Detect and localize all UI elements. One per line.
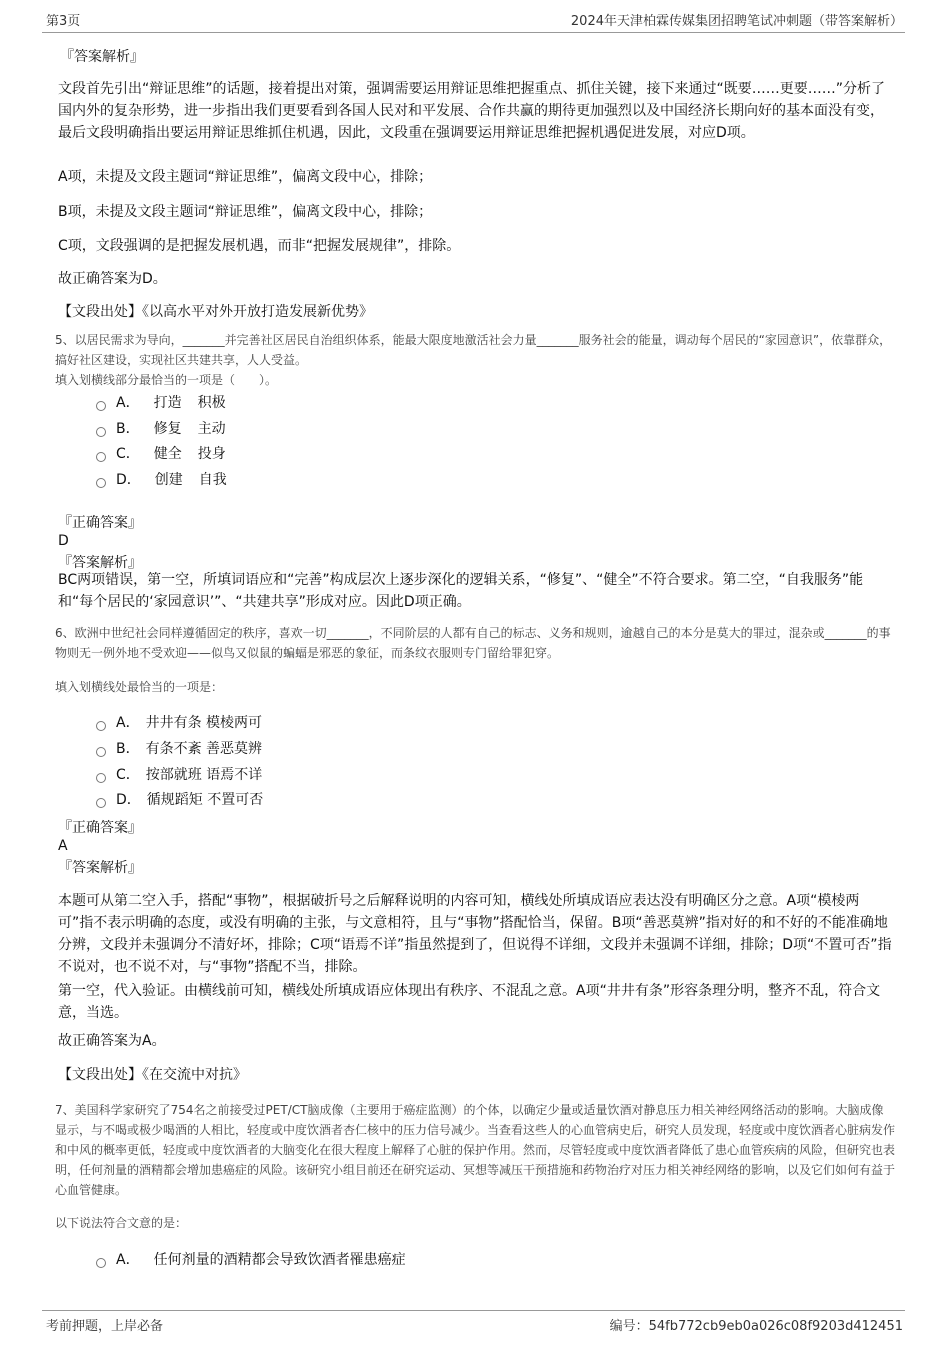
option-d[interactable]: D． 创建 自我 xyxy=(96,469,227,491)
radio-button[interactable] xyxy=(96,721,106,731)
page-number: 第3页 xyxy=(46,14,81,29)
question-stem: 6、欧洲中世纪社会同样遵循固定的秩序，喜欢一切_______，不同阶层的人都有自己的标志、义务和规则，逾越自己的本分是莫大的罪过，混杂或_______的事物则无一例外地不受欢迎——似鸟又似鼠的蝙蝠是邪恶的象征，而条纹衣服则专门留给罪犯穿。 xyxy=(55,626,891,660)
question-stem: 7、美国科学家研究了754名之前接受过PET/CT脑成像（主要用于癌症监测）的个体，以确定少量或适量饮酒对静息压力相关神经网络活动的影响。大脑成像显示，与不喝或极少喝酒的人相比，轻度或中度饮酒者杏仁核中的压力信号减少。当查看这些人的心血管病史后，研究人员发现，轻度或中度饮酒者心脏病发作和中风的概率更低，轻度或中度饮酒者的大脑变化在很大程度上解释了心脏的保护作用。然而，尽管轻度或中度饮酒者降低了患心血管疾病的风险，但研究也表明，任何剂量的酒精都会增加患癌症的风险。该研究小组目前还在研究运动、冥想等减压干预措施和药物治疗对压力相关神经网络的影响，以及它们如何有益于心血管健康。 xyxy=(55,1103,896,1197)
option-b[interactable]: B． 修复 主动 xyxy=(96,418,226,440)
analysis-paragraph: B项，未提及文段主题词“辩证思维”，偏离文段中心，排除； xyxy=(58,204,433,220)
analysis-label: 『答案解析』 xyxy=(58,555,142,571)
source-citation: 【文段出处】《以高水平对外开放打造发展新优势》 xyxy=(58,304,373,320)
correct-answer-label: 『正确答案』 xyxy=(58,820,142,836)
document-id: 编号：54fb772cb9eb0a026c08f9203d412451 xyxy=(609,1319,903,1334)
radio-button[interactable] xyxy=(96,747,106,757)
question-prompt: 填入划横线处最恰当的一项是： xyxy=(55,680,224,694)
option-a[interactable]: A． 井井有条 模棱两可 xyxy=(96,712,262,734)
footer-slogan: 考前押题，上岸必备 xyxy=(46,1319,164,1334)
question-prompt: 以下说法符合文意的是： xyxy=(55,1216,188,1230)
radio-button[interactable] xyxy=(96,478,106,488)
analysis-label: 『答案解析』 xyxy=(60,49,144,65)
correct-answer: D xyxy=(58,533,69,549)
option-a[interactable]: A． 打造 积极 xyxy=(96,392,226,414)
radio-button[interactable] xyxy=(96,401,106,411)
analysis-paragraph: BC两项错误，第一空，所填词语应和“完善”构成层次上逐步深化的逻辑关系，“修复”、“健全”不符合要求。第二空，“自我服务”能和“每个居民的‘家园意识’”、“共建共享”形成对应。因此D项正确。 xyxy=(58,572,864,610)
analysis-paragraph: 本题可从第二空入手，搭配“事物”，根据破折号之后解释说明的内容可知，横线处所填成语应表达没有明确区分之意。A项“模棱两可”指不表示明确的态度，或没有明确的主张，与文意相符，且与“事物”搭配恰当，保留。B项“善恶莫辨”指对好的和不好的不能准确地分辨，文段并未强调分不清好坏，排除；C项“语焉不详”指虽然提到了，但说得不详细，文段并未强调不详细，排除；D项“不置可否”指不说对，也不说不对，与“事物”搭配不当，排除。 xyxy=(58,893,892,975)
correct-answer-label: 『正确答案』 xyxy=(58,515,142,531)
radio-button[interactable] xyxy=(96,798,106,808)
source-citation: 【文段出处】《在交流中对抗》 xyxy=(58,1067,247,1083)
radio-button[interactable] xyxy=(96,452,106,462)
option-c[interactable]: C． 按部就班 语焉不详 xyxy=(96,764,262,786)
question-prompt: 填入划横线部分最恰当的一项是（ ）。 xyxy=(55,373,278,387)
option-d[interactable]: D． 循规蹈矩 不置可否 xyxy=(96,789,263,811)
option-c[interactable]: C． 健全 投身 xyxy=(96,443,226,465)
analysis-paragraph: 文段首先引出“辩证思维”的话题，接着提出对策，强调需要运用辩证思维把握重点、抓住关键，接下来通过“既要……更要……”分析了国内外的复杂形势，进一步指出我们更要看到各国人民对和平发展、合作共赢的期待更加强烈以及中国经济长期向好的基本面没有变，最后文段明确指出要运用辩证思维抓住机遇，因此，文段重在强调要运用辩证思维把握机遇促进发展，对应D项。 xyxy=(58,81,886,141)
option-a[interactable]: A． 任何剂量的酒精都会导致饮酒者罹患癌症 xyxy=(96,1249,406,1271)
option-b[interactable]: B． 有条不紊 善恶莫辨 xyxy=(96,738,262,760)
question-stem: 5、以居民需求为导向，_______并完善社区居民自治组织体系，能最大限度地激活社会力量_______服务社会的能量，调动每个居民的“家园意识”，依靠群众，搞好社区建设，实现社区共建共享，人人受益。 xyxy=(55,333,892,367)
correct-answer: A xyxy=(58,838,68,854)
radio-button[interactable] xyxy=(96,773,106,783)
radio-button[interactable] xyxy=(96,1258,106,1268)
analysis-paragraph: C项，文段强调的是把握发展机遇，而非“把握发展规律”，排除。 xyxy=(58,238,461,254)
document-title: 2024年天津柏霖传媒集团招聘笔试冲刺题（带答案解析） xyxy=(570,14,903,29)
page-footer xyxy=(42,1310,905,1335)
radio-button[interactable] xyxy=(96,427,106,437)
analysis-paragraph: 第一空，代入验证。由横线前可知，横线处所填成语应体现出有秩序、不混乱之意。A项“井井有条”形容条理分明，整齐不乱，符合文意，当选。 xyxy=(58,983,881,1021)
analysis-label: 『答案解析』 xyxy=(58,860,142,876)
analysis-conclusion: 故正确答案为D。 xyxy=(58,271,167,287)
analysis-conclusion: 故正确答案为A。 xyxy=(58,1033,166,1049)
page-header xyxy=(42,8,905,33)
analysis-paragraph: A项，未提及文段主题词“辩证思维”，偏离文段中心，排除； xyxy=(58,169,433,185)
